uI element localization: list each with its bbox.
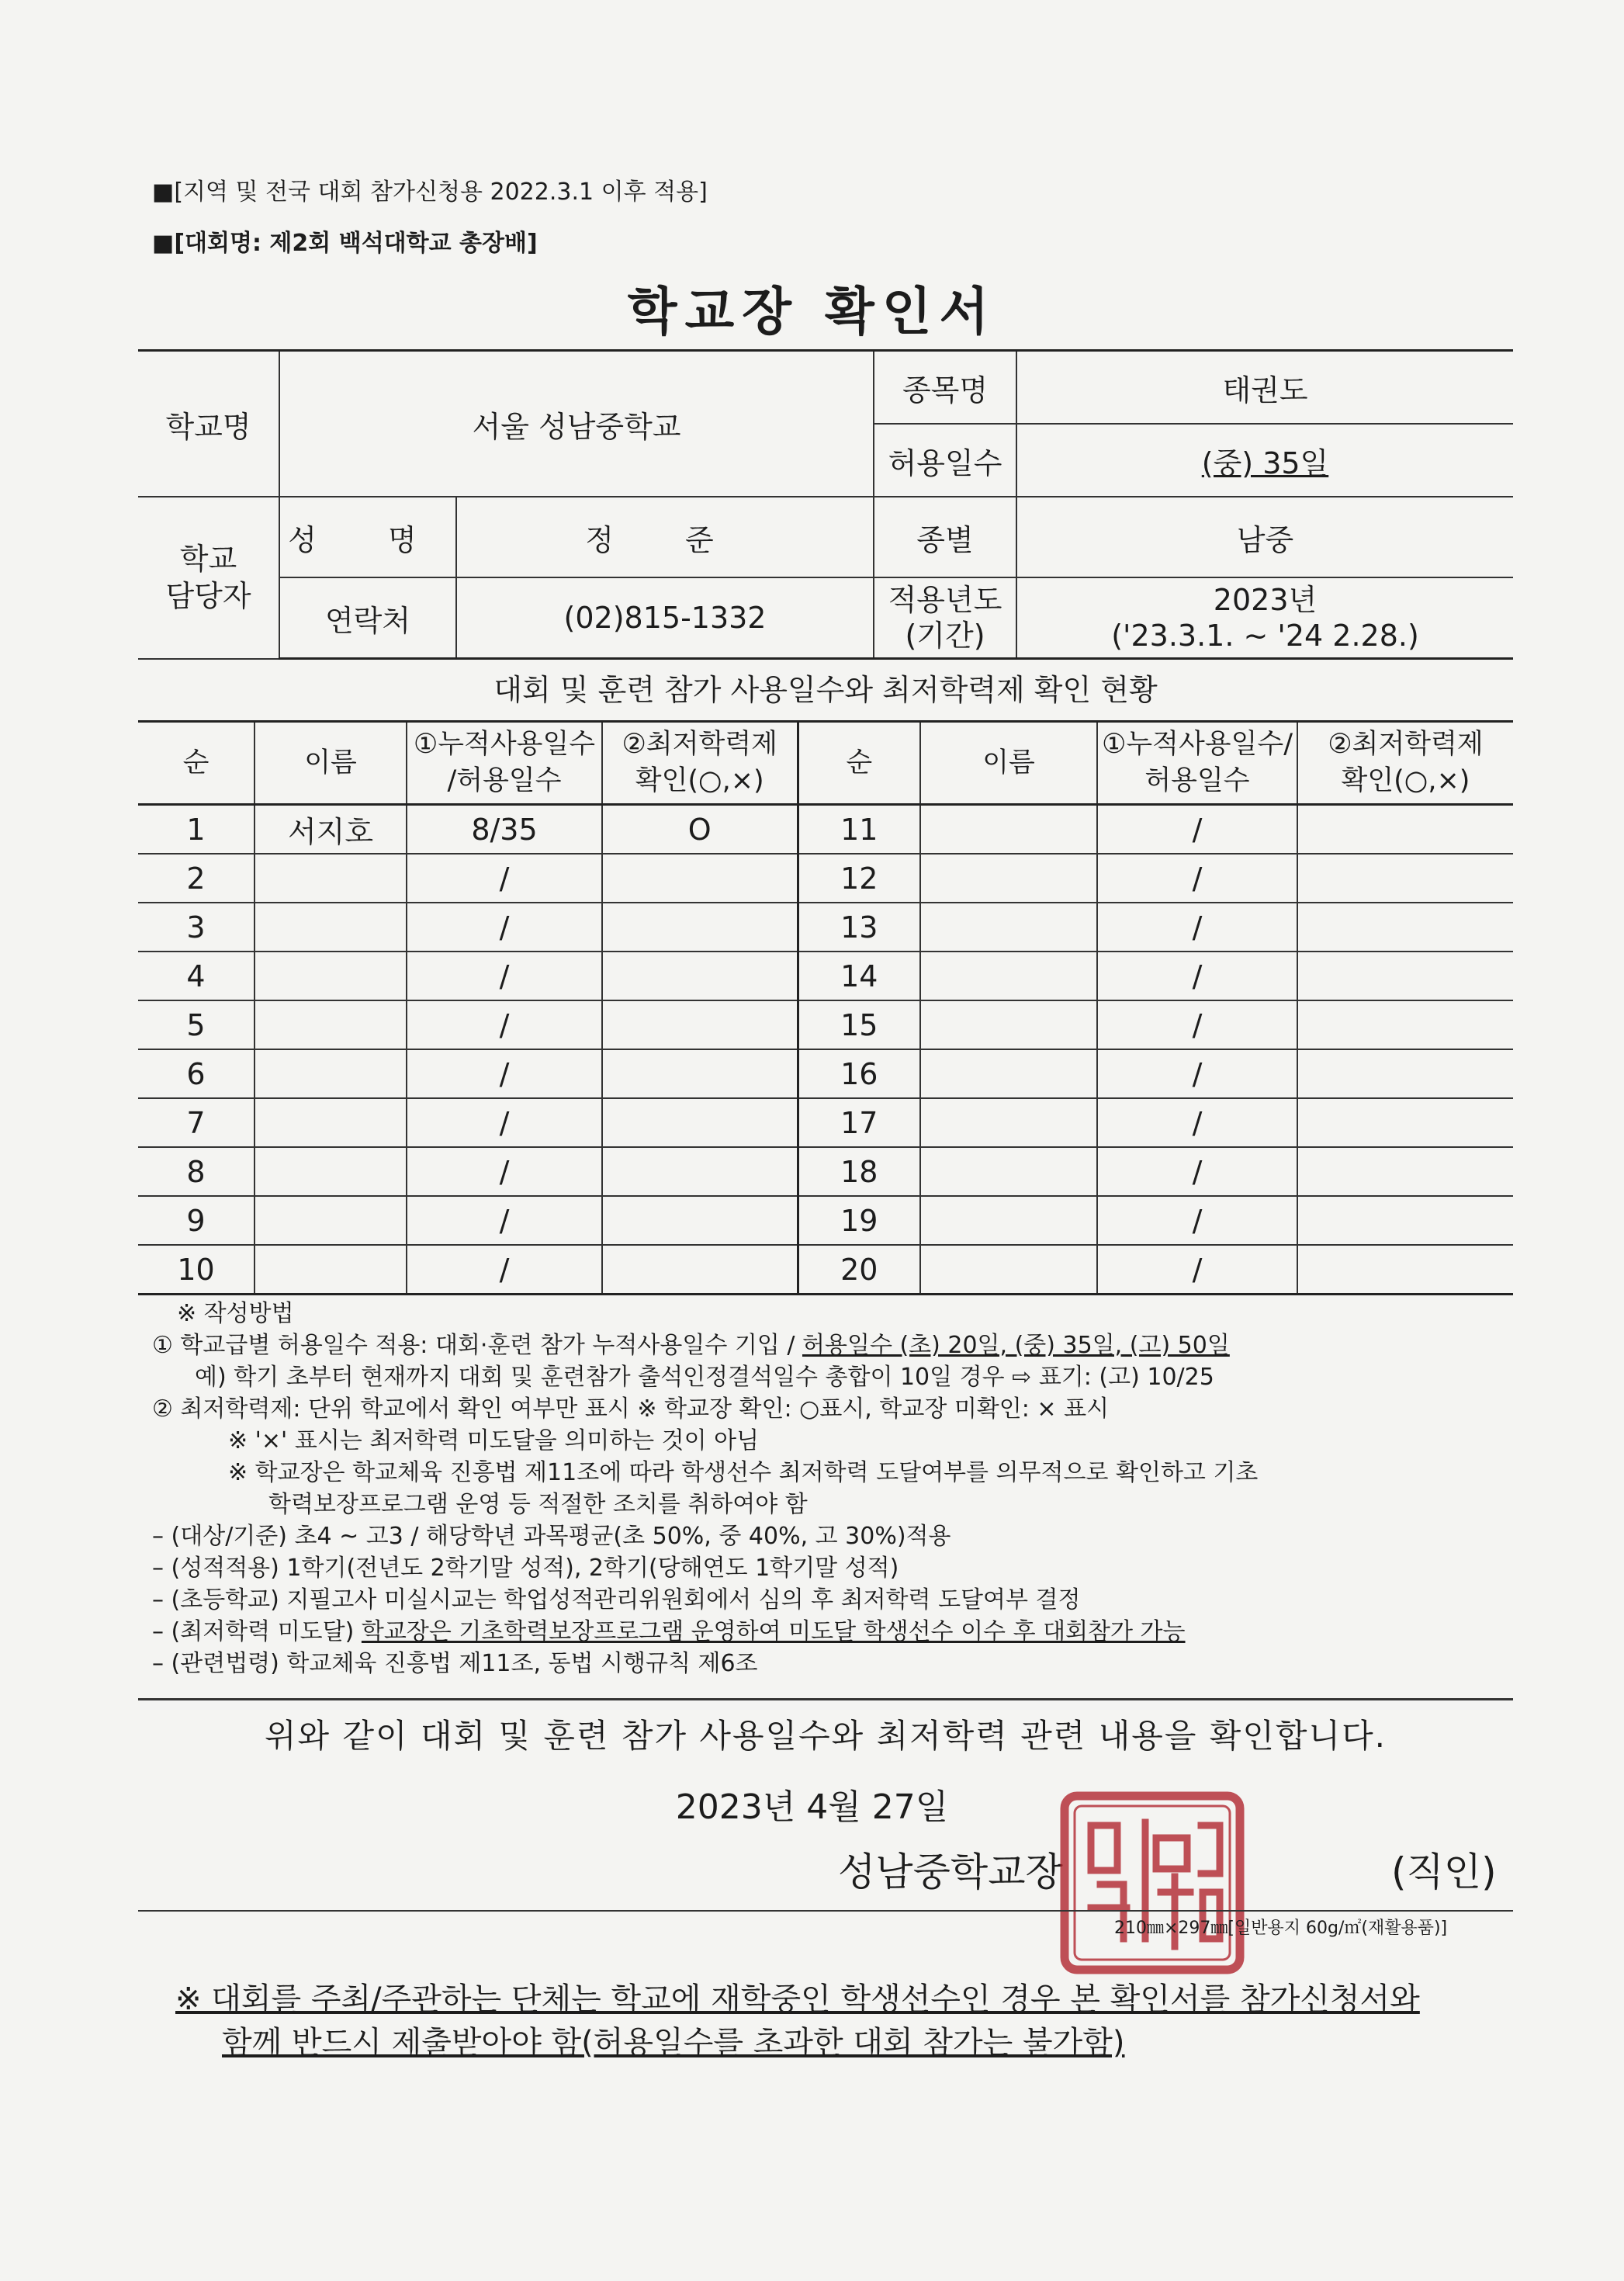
row-name [255,952,407,1000]
row-no-right: 19 [798,1196,920,1245]
row-name-right [920,1196,1097,1245]
principal-title: 성남중학교장 [838,1849,1063,1894]
note2-sub1: ※ '×' 표시는 최저학력 미도달을 의미하는 것이 아님 [228,1427,760,1454]
row-days: 8/35 [407,805,602,855]
row-days: / [407,1147,602,1196]
row-no-right: 14 [798,952,920,1000]
row-name [255,1147,407,1196]
division-value: 남중 [1016,497,1513,577]
allowed-value: (중) 35일 [1201,445,1329,480]
row-check-right [1297,1049,1513,1098]
name-value: 정 준 [456,497,874,577]
page-title: 학교장 확인서 [627,282,997,341]
row-name-right [920,1049,1097,1098]
row-days: / [407,1245,602,1295]
submission-footnote [175,1978,1420,2064]
row-no: 4 [138,952,255,1000]
row-days-right: / [1097,1049,1297,1098]
header-name: 이름 [255,722,407,805]
staff-label-line2: 담당자 [165,579,251,614]
detail-5: – (관련법령) 학교체육 진흥법 제11조, 동법 시행규칙 제6조 [152,1650,758,1677]
row-check [602,854,798,903]
row-check [602,952,798,1000]
detail-4-underlined: 학교장은 기초학력보장프로그램 운영하여 미도달 학생선수 이수 후 대회참가 가능 [361,1618,1186,1645]
table-row [138,1147,1513,1196]
division-label: 종별 [874,497,1016,577]
paper-spec: 210㎜×297㎜[일반용지 60g/㎡(재활용품)] [1114,1919,1448,1938]
row-no: 1 [138,805,255,855]
row-check: O [602,805,798,855]
row-name [255,1245,407,1295]
row-check [602,1049,798,1098]
row-no-right: 18 [798,1147,920,1196]
row-name [255,1196,407,1245]
row-check-right [1297,805,1513,855]
header-name-right: 이름 [920,722,1097,805]
row-check-right [1297,1245,1513,1295]
table-row [138,1196,1513,1245]
row-name-right [920,903,1097,952]
row-check-right [1297,903,1513,952]
row-check-right [1297,1147,1513,1196]
allowed-label: 허용일수 [874,424,1016,497]
sport-label: 종목명 [874,351,1016,425]
header-days-line1: ①누적사용일수 [413,729,596,760]
header-no: 순 [138,722,255,805]
row-no-right: 17 [798,1098,920,1147]
notes-heading: ※ 작성방법 [177,1300,294,1327]
name-label: 성 명 [279,497,456,577]
participation-table [138,720,1513,1295]
detail-4-prefix: – (최저학력 미도달) [152,1618,362,1645]
row-days-right: / [1097,1147,1297,1196]
detail-2: – (성적적용) 1학기(전년도 2학기말 성적), 2학기(당해연도 1학기말 성적) [152,1555,899,1582]
row-days-right: / [1097,1000,1297,1049]
header-days-line2: /허용일수 [447,765,562,796]
row-name [255,854,407,903]
row-check-right [1297,1000,1513,1049]
row-no: 9 [138,1196,255,1245]
row-check [602,1196,798,1245]
detail-3: – (초등학교) 지필고사 미실시교는 학업성적관리위원회에서 심의 후 최저학력 도달여부 결정 [152,1586,1081,1614]
row-check [602,1000,798,1049]
header-days-right-line1: ①누적사용일수/ [1101,729,1293,760]
note1-underlined: 허용일수 (초) 20일, (중) 35일, (고) 50일 [802,1332,1230,1359]
confirmation-statement: 위와 같이 대회 및 훈련 참가 사용일수와 최저학력 관련 내용을 확인합니다. [264,1717,1387,1755]
row-days-right: / [1097,1196,1297,1245]
row-no-right: 20 [798,1245,920,1295]
row-check-right [1297,1196,1513,1245]
table-row [138,854,1513,903]
row-name-right [920,854,1097,903]
seal-label: (직인) [1391,1849,1497,1894]
row-name [255,1049,407,1098]
header-min-line2: 확인(○,×) [635,765,764,796]
footnote-line2: 함께 반드시 제출받아야 함(허용일수를 초과한 대회 참가는 불가함) [222,2025,1125,2061]
row-name-right [920,805,1097,855]
list-title: 대회 및 훈련 참가 사용일수와 최저학력제 확인 현황 [493,673,1158,707]
info-table [138,349,1513,660]
note2-sub2a: ※ 학교장은 학교체육 진흥법 제11조에 따라 학생선수 최저학력 도달여부를 의무적으로 확인하고 기초 [228,1459,1259,1486]
school-value: 서울 성남중학교 [279,351,874,497]
note1-prefix: ① 학교급별 허용일수 적용: 대회·훈련 참가 누적사용일수 기입 / [152,1332,802,1359]
staff-label-line1: 학교 [179,542,237,577]
note2: ② 최저학력제: 단위 학교에서 확인 여부만 표시 ※ 학교장 확인: ○표시, 학교장 미확인: × 표시 [152,1395,1110,1423]
row-no: 10 [138,1245,255,1295]
row-days: / [407,854,602,903]
row-days-right: / [1097,1245,1297,1295]
row-no: 2 [138,854,255,903]
header-min-line1: ②최저학력제 [622,729,777,760]
row-days-right: / [1097,854,1297,903]
divider-top [138,1698,1513,1700]
issue-date: 2023년 4월 27일 [675,1787,949,1827]
contact-label: 연락처 [279,577,456,659]
year-label-line1: 적용년도 [888,583,1002,617]
table-row [138,1049,1513,1098]
row-name-right [920,1000,1097,1049]
header-days-right-line2: 허용일수 [1144,765,1250,796]
row-days: / [407,1196,602,1245]
row-name [255,903,407,952]
table-row [138,903,1513,952]
row-days: / [407,1049,602,1098]
row-check-right [1297,952,1513,1000]
header-min-right-line1: ②최저학력제 [1328,729,1484,760]
row-check-right [1297,1098,1513,1147]
divider-bottom [138,1910,1513,1912]
row-check [602,1245,798,1295]
sport-value: 태권도 [1016,351,1513,425]
row-no: 6 [138,1049,255,1098]
footnote-line1: ※ 대회를 주최/주관하는 단체는 학교에 재학중인 학생선수인 경우 본 확인서를 참가신청서와 [175,1981,1420,2017]
row-name-right [920,952,1097,1000]
row-no-right: 13 [798,903,920,952]
competition-line: ■[대회명: 제2회 백석대학교 총장배] [152,230,538,257]
row-check [602,1098,798,1147]
year-value-line1: 2023년 [1213,583,1318,617]
year-value-line2: ('23.3.1. ~ '24 2.28.) [1111,619,1419,653]
row-name-right [920,1147,1097,1196]
row-name-right [920,1245,1097,1295]
usage-line: ■[지역 및 전국 대회 참가신청용 2022.3.1 이후 적용] [152,179,708,206]
row-name [255,1000,407,1049]
row-name [255,1098,407,1147]
row-no: 3 [138,903,255,952]
row-days: / [407,903,602,952]
row-no-right: 15 [798,1000,920,1049]
header-no-right: 순 [798,722,920,805]
row-no-right: 11 [798,805,920,855]
row-check-right [1297,854,1513,903]
row-name-right [920,1098,1097,1147]
school-label: 학교명 [138,351,279,497]
row-no-right: 12 [798,854,920,903]
row-no: 7 [138,1098,255,1147]
note1-example: 예) 학기 초부터 현재까지 대회 및 훈련참가 출석인정결석일수 총합이 10일 경우 ⇨ 표기: (고) 10/25 [195,1364,1214,1391]
row-days: / [407,1098,602,1147]
detail-1: – (대상/기준) 초4 ~ 고3 / 해당학년 과목평균(초 50%, 중 40%, 고 30%)적용 [152,1523,951,1550]
row-days: / [407,952,602,1000]
official-seal-stamp [1060,1791,1245,1974]
row-no: 8 [138,1147,255,1196]
writing-guide [152,1298,1525,1680]
note2-sub2b: 학력보장프로그램 운영 등 적절한 조치를 취하여야 함 [268,1491,808,1518]
table-row [138,805,1513,855]
row-days-right: / [1097,1098,1297,1147]
row-days-right: / [1097,805,1297,855]
row-no: 5 [138,1000,255,1049]
table-row [138,952,1513,1000]
header-min-right-line2: 확인(○,×) [1341,765,1470,796]
contact-value: (02)815-1332 [456,577,874,659]
row-days-right: / [1097,952,1297,1000]
row-name: 서지호 [255,805,407,855]
row-days-right: / [1097,903,1297,952]
table-row [138,1245,1513,1295]
table-row [138,1098,1513,1147]
table-row [138,1000,1513,1049]
year-label-line2: (기간) [905,619,985,653]
row-no-right: 16 [798,1049,920,1098]
row-check [602,1147,798,1196]
row-check [602,903,798,952]
row-days: / [407,1000,602,1049]
